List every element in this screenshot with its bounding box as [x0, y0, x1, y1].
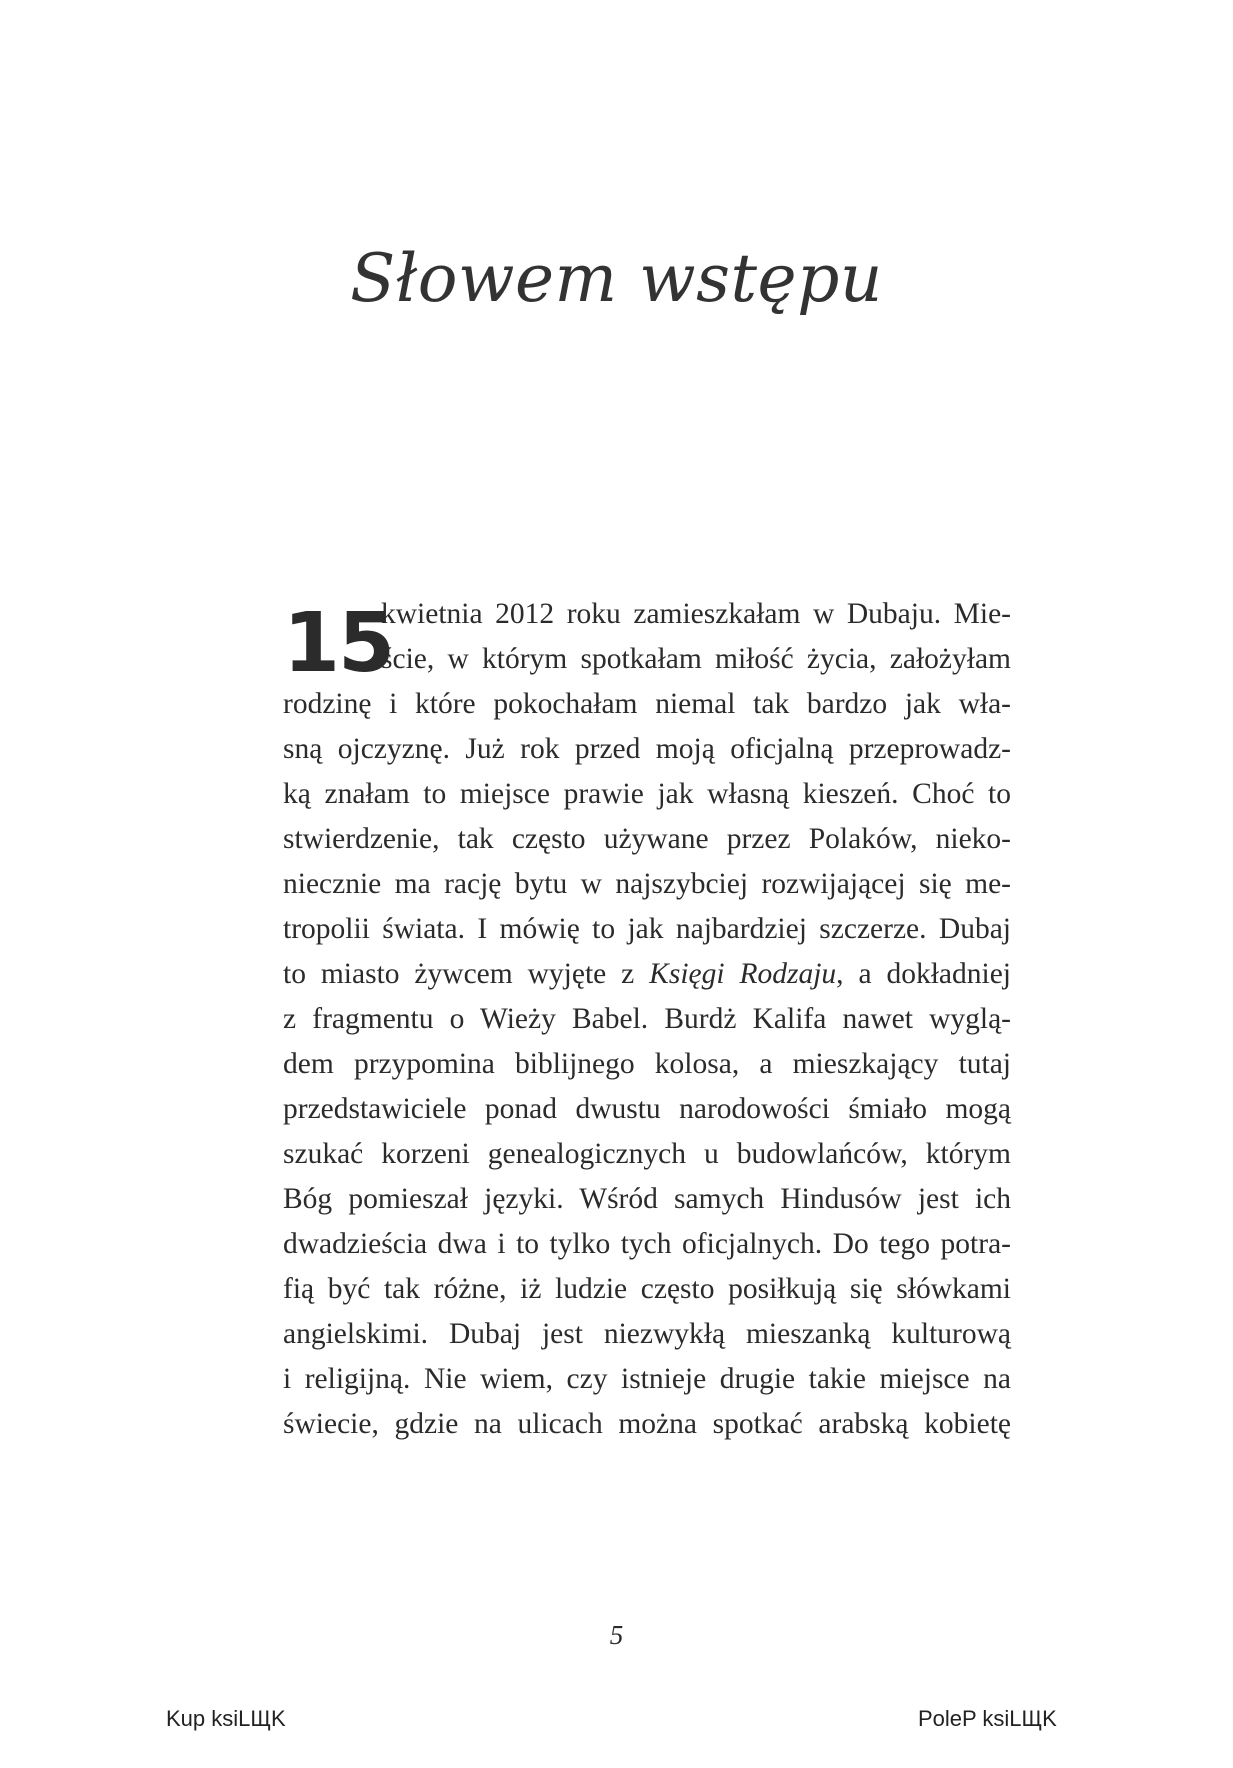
- book-title-italic: Księgi Rodzaju: [649, 958, 837, 990]
- text-line: tropolii świata. I mówię to jak najbardziej szczerze. Dubaj: [283, 913, 1011, 945]
- page-number: 5: [609, 1620, 624, 1650]
- text-line: z fragmentu o Wieży Babel. Burdż Kalifa nawet wyglą-: [283, 1003, 1011, 1035]
- text-line: szukać korzeni genealogicznych u budowlańców, którym: [283, 1138, 1011, 1170]
- text-line: niecznie ma rację bytu w najszybciej rozwijającej się me-: [283, 868, 1011, 900]
- text-line: ką znałam to miejsce prawie jak własną kieszeń. Choć to: [283, 778, 1011, 810]
- text-line: stwierdzenie, tak często używane przez Polaków, nieko-: [283, 823, 1011, 855]
- text-line: Bóg pomieszał języki. Wśród samych Hindusów jest ich: [283, 1183, 1011, 1215]
- text-line: przedstawiciele ponad dwustu narodowości śmiało mogą: [283, 1093, 1011, 1125]
- text-line: rodzinę i które pokochałam niemal tak bardzo jak wła-: [283, 688, 1011, 720]
- text-line: sną ojczyznę. Już rok przed moją oficjalną przeprowadz-: [283, 733, 1011, 765]
- text-line: ście, w którym spotkałam miłość życia, założyłam: [381, 643, 1011, 675]
- text-segment: to miasto żywcem wyjęte z: [283, 958, 650, 990]
- text-line: [283, 952, 1011, 997]
- text-line: kwietnia 2012 roku zamieszkałam w Dubaju. Mie-: [381, 598, 1011, 630]
- text-line: dwadzieścia dwa i to tylko tych oficjalnych. Do tego potra-: [283, 1228, 1011, 1260]
- text-line: świecie, gdzie na ulicach można spotkać arabską kobietę: [283, 1408, 1011, 1440]
- body-paragraph: [283, 592, 1011, 1447]
- text-line: dem przypomina biblijnego kolosa, a mieszkający tutaj: [283, 1048, 1011, 1080]
- text-segment: , a dokładniej: [836, 958, 1011, 990]
- recommend-book-link[interactable]: PoleP ksiLЩK: [918, 1706, 1057, 1731]
- text-line: i religijną. Nie wiem, czy istnieje drugie takie miejsce na: [283, 1363, 1011, 1395]
- chapter-title: Słowem wstępu: [350, 240, 883, 317]
- drop-cap: 15: [283, 596, 394, 691]
- text-line: angielskimi. Dubaj jest niezwykłą mieszanką kulturową: [283, 1318, 1011, 1350]
- buy-book-link[interactable]: Kup ksiLЩK: [166, 1706, 286, 1731]
- text-line: fią być tak różne, iż ludzie często posiłkują się słówkami: [283, 1273, 1011, 1305]
